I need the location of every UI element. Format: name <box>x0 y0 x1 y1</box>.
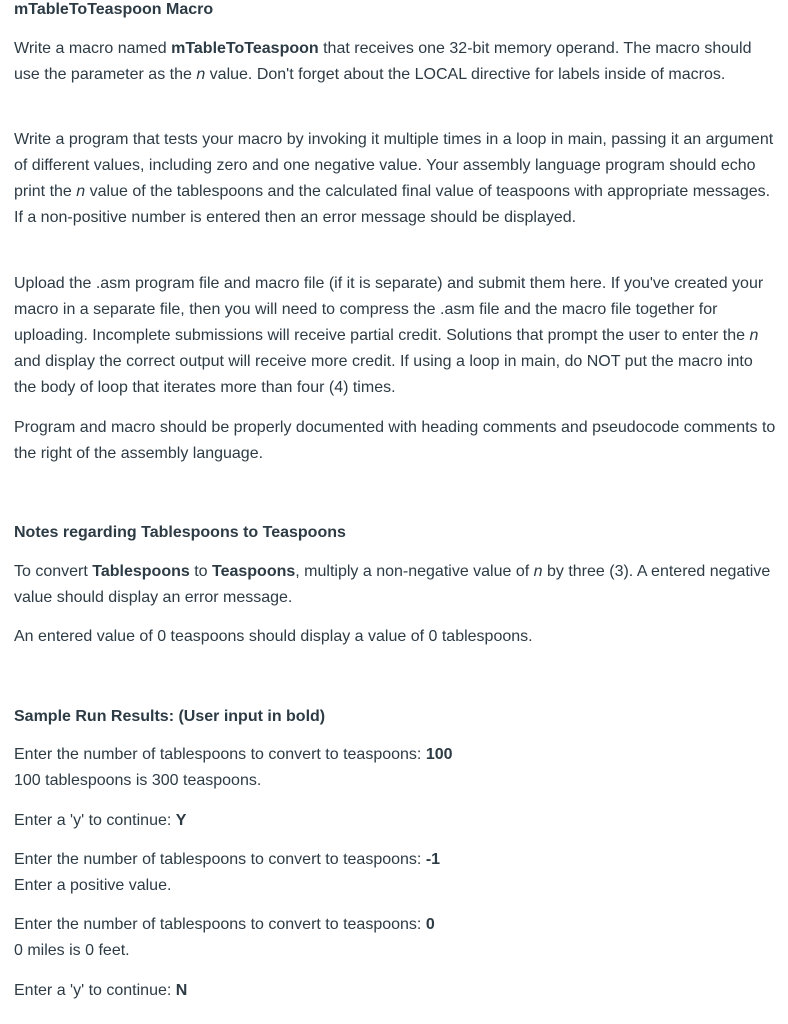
sample-continue-1: Enter a 'y' to continue: Y <box>14 812 187 829</box>
page-title: mTableToTeaspoon Macro <box>14 1 214 18</box>
notes-paragraph-1: To convert Tablespoons to Teaspoons, multiply a non-negative value of n by three (3). A entered negative value should display an error message. <box>14 563 771 606</box>
notes-heading: Notes regarding Tablespoons to Teaspoons <box>14 524 346 541</box>
sample-run-2: Enter the number of tablespoons to convert to teaspoons: -1 Enter a positive value. <box>14 851 441 894</box>
intro-paragraph-3: Upload the .asm program file and macro file (if it is separate) and submit them here. If you've created your macro in a separate file, then you will need to compress the .asm file and the macro file together for uploading. Incomplete submissions will receive partial credit. Solutions that prompt the user to enter the n and display the correct output will receive more credit. If using a loop in main, do NOT put the macro into the body of loop that iterates more than four (4) times. <box>14 275 764 396</box>
notes-paragraph-2: An entered value of 0 teaspoons should display a value of 0 tablespoons. <box>14 628 533 645</box>
sample-run-1: Enter the number of tablespoons to convert to teaspoons: 100 100 tablespoons is 300 teaspoons. <box>14 746 453 789</box>
intro-paragraph-2: Write a program that tests your macro by invoking it multiple times in a loop in main, passing it an argument of different values, including zero and one negative value. Your assembly language program should echo print the n value of the tablespoons and the calculated final value of teaspoons with appropriate messages. If a non-positive number is entered then an error message should be displayed. <box>14 131 774 226</box>
intro-paragraph-1: Write a macro named mTableToTeaspoon that receives one 32-bit memory operand. The macro should use the parameter as the n value. Don't forget about the LOCAL directive for labels inside of macros. <box>14 40 752 83</box>
intro-paragraph-4: Program and macro should be properly documented with heading comments and pseudocode comments to the right of the assembly language. <box>14 419 776 462</box>
macro-name: mTableToTeaspoon <box>171 40 319 57</box>
sample-continue-2: Enter a 'y' to continue: N <box>14 982 188 999</box>
sample-heading: Sample Run Results: (User input in bold) <box>14 708 326 725</box>
sample-run-3: Enter the number of tablespoons to convert to teaspoons: 0 0 miles is 0 feet. <box>14 916 435 959</box>
